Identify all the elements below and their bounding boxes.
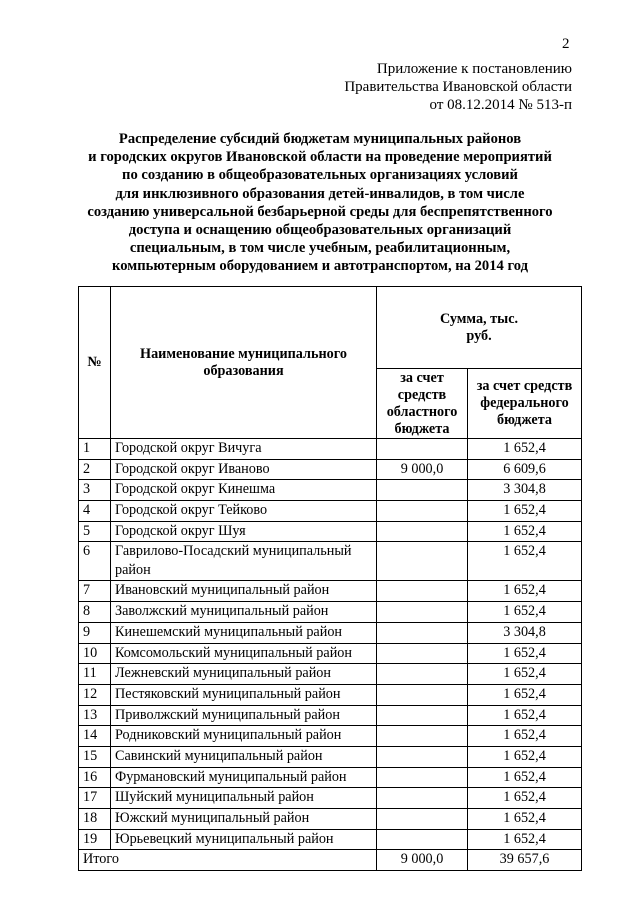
federal-budget-value: 1 652,4 (468, 705, 582, 726)
row-number: 2 (79, 459, 111, 480)
municipality-name: Городской округ Шуя (111, 521, 377, 542)
row-number: 3 (79, 480, 111, 501)
title-line: и городских округов Ивановской области на проведение мероприятий (88, 149, 552, 166)
municipality-name: Юрьевецкий муниципальный район (111, 829, 377, 850)
municipality-name: Шуйский муниципальный район (111, 788, 377, 809)
federal-budget-value: 1 652,4 (468, 602, 582, 623)
federal-budget-value: 1 652,4 (468, 746, 582, 767)
total-row (79, 850, 582, 871)
federal-budget-value: 1 652,4 (468, 684, 582, 705)
table-row (79, 542, 582, 581)
regional-budget-value (377, 602, 468, 623)
municipality-name: Пестяковский муниципальный район (111, 684, 377, 705)
regional-budget-value (377, 788, 468, 809)
federal-budget-value: 3 304,8 (468, 622, 582, 643)
federal-budget-value: 1 652,4 (468, 809, 582, 830)
appendix-line-2: Правительства Ивановской области (344, 79, 572, 95)
row-number: 8 (79, 602, 111, 623)
federal-budget-value: 1 652,4 (468, 439, 582, 460)
row-number: 1 (79, 439, 111, 460)
regional-budget-value (377, 684, 468, 705)
page-number: 2 (562, 36, 570, 52)
municipality-name: Городской округ Кинешма (111, 480, 377, 501)
regional-budget-value: 9 000,0 (377, 459, 468, 480)
row-number: 12 (79, 684, 111, 705)
total-label: Итого (79, 850, 377, 871)
total-regional: 9 000,0 (377, 850, 468, 871)
regional-budget-value (377, 767, 468, 788)
regional-budget-value (377, 622, 468, 643)
row-number: 18 (79, 809, 111, 830)
title-line: доступа и оснащению общеобразовательных организаций (128, 222, 512, 239)
regional-budget-value (377, 439, 468, 460)
header-sum-text: Сумма, тыс. руб. (439, 310, 519, 344)
municipality-name: Ивановский муниципальный район (111, 581, 377, 602)
document-title (70, 130, 570, 276)
title-line: для инклюзивного образования детей-инвалидов, в том числе (115, 185, 525, 202)
municipality-name: Лежневский муниципальный район (111, 664, 377, 685)
table-row (79, 746, 582, 767)
header-num: № (79, 287, 111, 439)
table-row (79, 643, 582, 664)
federal-budget-value: 1 652,4 (468, 521, 582, 542)
table-row (79, 459, 582, 480)
table-row (79, 501, 582, 522)
federal-budget-value: 1 652,4 (468, 726, 582, 747)
regional-budget-value (377, 581, 468, 602)
municipality-name: Родниковский муниципальный район (111, 726, 377, 747)
row-number: 19 (79, 829, 111, 850)
appendix-line-1: Приложение к постановлению (376, 61, 572, 77)
regional-budget-value (377, 643, 468, 664)
municipality-name: Южский муниципальный район (111, 809, 377, 830)
table-row (79, 480, 582, 501)
row-number: 9 (79, 622, 111, 643)
row-number: 10 (79, 643, 111, 664)
federal-budget-value: 1 652,4 (468, 664, 582, 685)
table-row (79, 521, 582, 542)
regional-budget-value (377, 829, 468, 850)
header-name: Наименование муниципального образования (111, 287, 377, 439)
appendix-header (344, 60, 572, 114)
table-row (79, 829, 582, 850)
row-number: 5 (79, 521, 111, 542)
subsidy-table (78, 286, 582, 871)
regional-budget-value (377, 664, 468, 685)
row-number: 7 (79, 581, 111, 602)
municipality-name: Гаврилово-Посадский муниципальный район (111, 542, 377, 581)
federal-budget-value: 1 652,4 (468, 767, 582, 788)
table-row (79, 684, 582, 705)
row-number: 11 (79, 664, 111, 685)
header-regional: за счет средств областного бюджета (377, 369, 468, 439)
regional-budget-value (377, 705, 468, 726)
row-number: 4 (79, 501, 111, 522)
title-line: Распределение субсидий бюджетам муниципальных районов (118, 131, 522, 147)
table-row (79, 439, 582, 460)
municipality-name: Городской округ Тейково (111, 501, 377, 522)
municipality-name: Приволжский муниципальный район (111, 705, 377, 726)
table-row (79, 664, 582, 685)
title-line: созданию универсальной безбарьерной среды для беспрепятственного (87, 203, 553, 220)
table-row (79, 788, 582, 809)
municipality-name: Комсомольский муниципальный район (111, 643, 377, 664)
federal-budget-value: 3 304,8 (468, 480, 582, 501)
row-number: 13 (79, 705, 111, 726)
table-row (79, 726, 582, 747)
regional-budget-value (377, 746, 468, 767)
table-row (79, 705, 582, 726)
municipality-name: Кинешемский муниципальный район (111, 622, 377, 643)
table-body (79, 439, 582, 871)
municipality-name: Заволжский муниципальный район (111, 602, 377, 623)
federal-budget-value: 1 652,4 (468, 788, 582, 809)
federal-budget-value: 1 652,4 (468, 581, 582, 602)
municipality-name: Савинский муниципальный район (111, 746, 377, 767)
table-row (79, 622, 582, 643)
federal-budget-value: 1 652,4 (468, 501, 582, 522)
table-row (79, 602, 582, 623)
row-number: 15 (79, 746, 111, 767)
header-federal: за счет средств федерального бюджета (468, 369, 582, 439)
federal-budget-value: 1 652,4 (468, 829, 582, 850)
table-row (79, 581, 582, 602)
row-number: 17 (79, 788, 111, 809)
regional-budget-value (377, 726, 468, 747)
title-line: специальным, в том числе учебным, реабилитационным, (129, 240, 511, 257)
regional-budget-value (377, 521, 468, 542)
row-number: 16 (79, 767, 111, 788)
municipality-name: Городской округ Иваново (111, 459, 377, 480)
federal-budget-value: 1 652,4 (468, 542, 582, 581)
federal-budget-value: 6 609,6 (468, 459, 582, 480)
row-number: 6 (79, 542, 111, 581)
title-line: по созданию в общеобразовательных организациях условий (122, 167, 518, 184)
title-line: компьютерным оборудованием и автотранспортом, на 2014 год (112, 258, 528, 275)
table-row (79, 809, 582, 830)
municipality-name: Городской округ Вичуга (111, 439, 377, 460)
regional-budget-value (377, 809, 468, 830)
regional-budget-value (377, 480, 468, 501)
total-federal: 39 657,6 (468, 850, 582, 871)
header-sum (377, 287, 582, 369)
appendix-line-3: от 08.12.2014 № 513-п (429, 97, 572, 113)
municipality-name: Фурмановский муниципальный район (111, 767, 377, 788)
federal-budget-value: 1 652,4 (468, 643, 582, 664)
row-number: 14 (79, 726, 111, 747)
regional-budget-value (377, 501, 468, 522)
regional-budget-value (377, 542, 468, 581)
table-row (79, 767, 582, 788)
